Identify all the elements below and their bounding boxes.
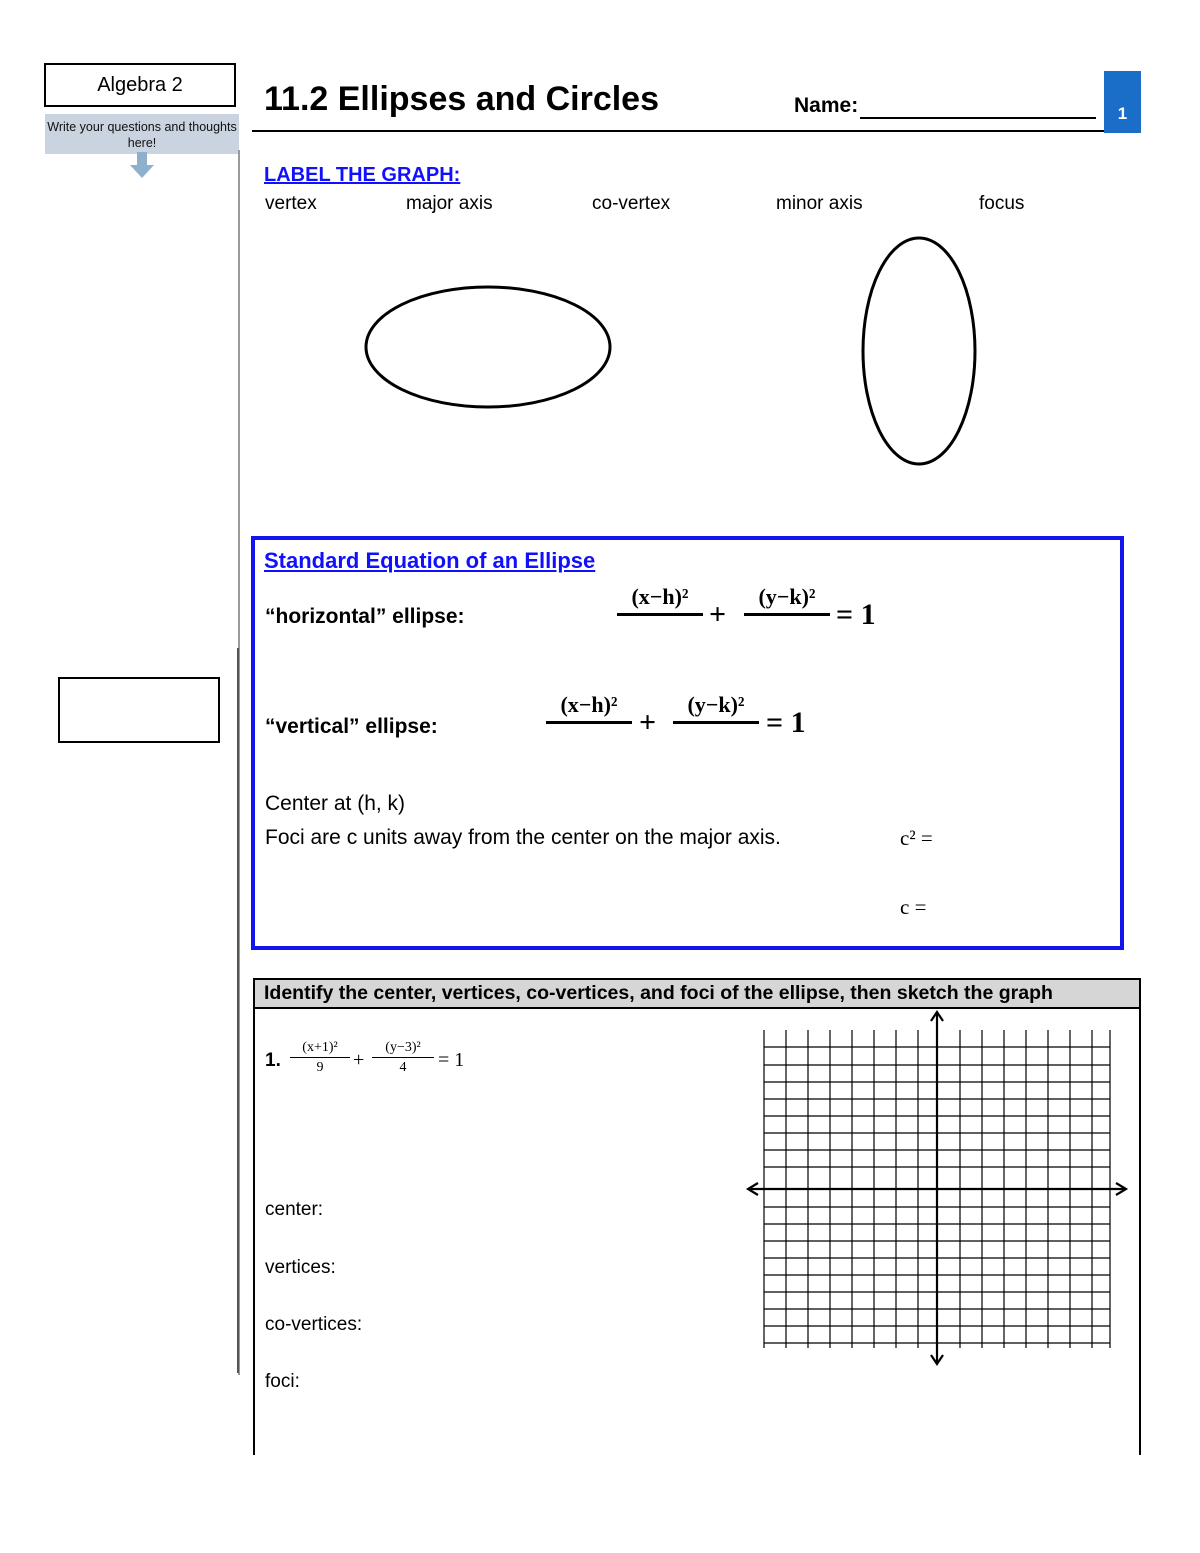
- problem-equals-one: = 1: [438, 1049, 465, 1071]
- vertical-equals-one: = 1: [766, 706, 806, 739]
- header-rule: [252, 130, 1104, 132]
- vertical-plus: +: [639, 706, 657, 739]
- problem-term-x-denominator: 9: [316, 1060, 324, 1075]
- covertices-answer-label: co-vertices:: [265, 1314, 363, 1335]
- horizontal-term-y-text: (y−k)²: [758, 584, 816, 609]
- term-vertex: vertex: [265, 193, 317, 214]
- foci-answer-label: foci:: [265, 1371, 300, 1392]
- course-label: Algebra 2: [97, 74, 183, 96]
- vertical-term-x: [546, 692, 632, 724]
- page-title: 11.2 Ellipses and Circles: [264, 80, 660, 118]
- fraction-bar: [673, 721, 759, 724]
- horizontal-ellipse-label: “horizontal” ellipse:: [265, 605, 465, 628]
- vertical-term-y: [673, 692, 759, 724]
- foci-statement: Foci are c units away from the center on the major axis.: [265, 826, 781, 849]
- example-instructions: Identify the center, vertices, co-vertices, and foci of the ellipse, then sketch the graph: [264, 982, 1053, 1004]
- horizontal-plus: +: [709, 598, 727, 631]
- term-co-vertex: co-vertex: [592, 193, 671, 214]
- horizontal-term-x: [617, 584, 703, 616]
- name-field[interactable]: [860, 117, 1096, 119]
- example-left-border: [253, 1008, 255, 1455]
- fraction-bar: [546, 721, 632, 724]
- center-answer-label: center:: [265, 1199, 324, 1220]
- page-number-badge: 1: [1104, 71, 1141, 133]
- horizontal-term-x-text: (x−h)²: [631, 584, 689, 609]
- down-arrow-icon: [128, 152, 156, 180]
- problem-term-y-numerator: (y−3)²: [385, 1040, 421, 1055]
- coordinate-grid[interactable]: [742, 1008, 1134, 1370]
- c-squared-formula: c² =: [900, 826, 933, 850]
- problem-number: 1.: [265, 1050, 281, 1071]
- center-statement: Center at (h, k): [265, 792, 406, 815]
- name-label: Name:: [794, 94, 859, 117]
- example-right-border: [1139, 1008, 1141, 1455]
- notes-banner-text: Write your questions and thoughts here!: [47, 120, 237, 150]
- standard-equation-heading: Standard Equation of an Ellipse: [264, 548, 596, 573]
- vertices-answer-label: vertices:: [265, 1257, 336, 1278]
- label-graph-heading: LABEL THE GRAPH:: [264, 164, 461, 186]
- vertical-ellipse-drawing: [858, 234, 982, 470]
- fraction-bar: [617, 613, 703, 616]
- term-minor-axis: minor axis: [776, 193, 863, 214]
- problem-term-x: [290, 1040, 350, 1076]
- margin-divider-dark: [237, 648, 239, 1373]
- problem-term-y-denominator: 4: [399, 1060, 407, 1075]
- course-label-box: [44, 63, 236, 107]
- problem-term-y: [372, 1040, 434, 1076]
- margin-answer-box[interactable]: [58, 677, 220, 743]
- term-major-axis: major axis: [406, 193, 493, 214]
- horizontal-equals-one: = 1: [836, 598, 876, 631]
- problem-plus: +: [353, 1049, 365, 1071]
- horizontal-term-y: [744, 584, 830, 616]
- term-focus: focus: [979, 193, 1025, 214]
- fraction-bar: [744, 613, 830, 616]
- c-formula: c =: [900, 895, 927, 919]
- problem-term-x-numerator: (x+1)²: [302, 1040, 338, 1055]
- notes-banner: [45, 114, 239, 154]
- vertical-term-x-text: (x−h)²: [560, 692, 618, 717]
- vertical-ellipse-label: “vertical” ellipse:: [265, 715, 438, 738]
- horizontal-ellipse-drawing: [360, 283, 616, 413]
- vertical-term-y-text: (y−k)²: [687, 692, 745, 717]
